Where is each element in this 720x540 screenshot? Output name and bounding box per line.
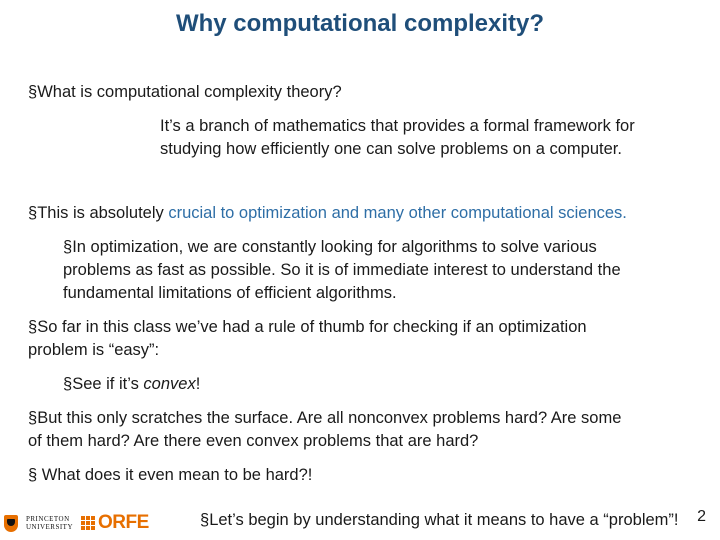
bullet-mark: § bbox=[200, 511, 210, 529]
subbullet-optimization-line-1 bbox=[63, 236, 597, 259]
bullet-scratches-line-2: of them hard? Are there even convex problems that are hard? bbox=[28, 432, 479, 450]
bullet-rule-line-1 bbox=[28, 316, 587, 339]
closing-text: Let’s begin by understanding what it means to have a “problem”! bbox=[209, 511, 679, 529]
optimization-text-1: In optimization, we are constantly looking for algorithms to solve various bbox=[72, 238, 597, 256]
definition-line-1: It’s a branch of mathematics that provides a formal framework for bbox=[160, 117, 635, 135]
bullet-crucial bbox=[28, 202, 627, 225]
rule-text-1: So far in this class we’ve had a rule of thumb for checking if an optimization bbox=[37, 318, 587, 336]
bullet-mark: § bbox=[28, 83, 38, 101]
convex-emphasis: convex bbox=[143, 375, 196, 393]
orfe-grid-icon bbox=[81, 516, 95, 530]
bullet-mark: § bbox=[63, 375, 73, 393]
convex-suffix: ! bbox=[195, 375, 201, 393]
bullet-scratches-line-1 bbox=[28, 407, 621, 430]
bullet-hard bbox=[28, 464, 312, 487]
bullet-rule-line-2: problem is “easy”: bbox=[28, 341, 160, 359]
hard-text: What does it even mean to be hard?! bbox=[37, 466, 313, 484]
crucial-highlight: crucial to optimization and many other computational sciences. bbox=[168, 204, 627, 222]
slide-title: Why computational complexity? bbox=[175, 10, 545, 37]
princeton-shield-icon bbox=[4, 515, 18, 532]
bullet-question bbox=[28, 81, 342, 104]
orfe-logo-text: ORFE bbox=[98, 512, 149, 533]
bullet-mark: § bbox=[28, 466, 38, 484]
princeton-logo-line-1: PRINCETON bbox=[26, 515, 70, 523]
princeton-logo bbox=[26, 515, 73, 531]
orfe-logo bbox=[81, 512, 149, 534]
convex-prefix: See if it’s bbox=[72, 375, 144, 393]
crucial-prefix: This is absolutely bbox=[37, 204, 169, 222]
bullet-mark: § bbox=[28, 204, 38, 222]
page-number: 2 bbox=[697, 508, 706, 525]
bullet-mark: § bbox=[63, 238, 73, 256]
footer-closing bbox=[200, 509, 679, 532]
bullet-mark: § bbox=[28, 318, 38, 336]
definition-line-2: studying how efficiently one can solve problems on a computer. bbox=[160, 140, 622, 158]
scratches-text-1: But this only scratches the surface. Are all nonconvex problems hard? Are some bbox=[37, 409, 622, 427]
subbullet-optimization-line-3: fundamental limitations of efficient algorithms. bbox=[63, 284, 397, 302]
princeton-logo-line-2: UNIVERSITY bbox=[26, 523, 73, 531]
footer-logos bbox=[4, 510, 149, 536]
question-text: What is computational complexity theory? bbox=[37, 83, 342, 101]
bullet-mark: § bbox=[28, 409, 38, 427]
subbullet-convex bbox=[63, 373, 200, 396]
subbullet-optimization-line-2: problems as fast as possible. So it is of immediate interest to understand the bbox=[63, 261, 621, 279]
